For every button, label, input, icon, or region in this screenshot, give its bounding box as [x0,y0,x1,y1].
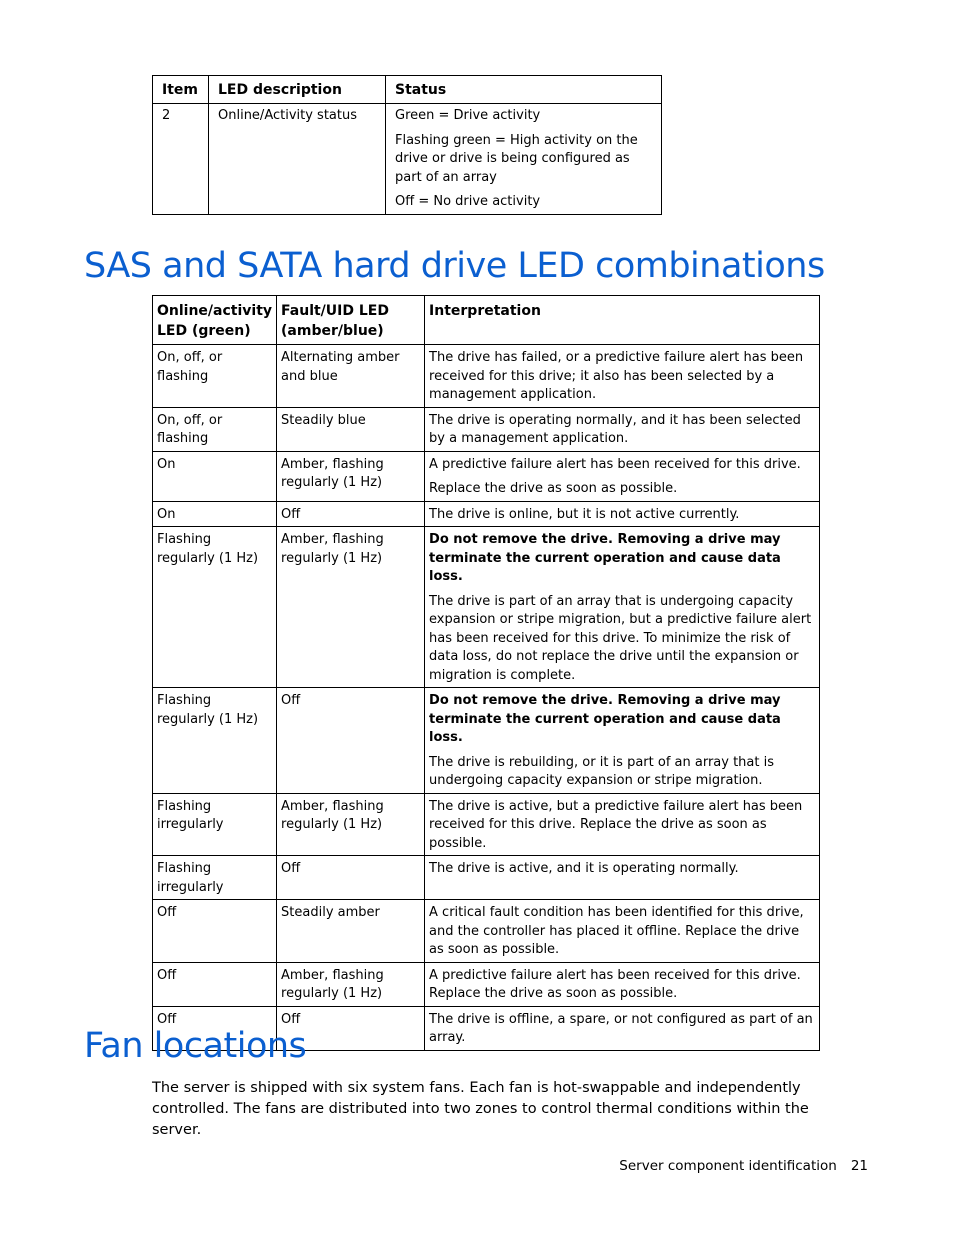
interpretation-text: The drive has failed, or a predictive failure alert has been received for this drive; it also has been selected by a management application. [429,350,804,402]
interpretation-text: A predictive failure alert has been received for this drive. [429,456,801,472]
interpretation-text: The drive is online, but it is not active currently. [429,506,740,522]
fault-uid-cell: Amber, flashing regularly (1 Hz) [277,962,425,1006]
interpretation-cell [425,451,820,501]
table-row [153,407,820,451]
table-row [153,688,820,794]
interpretation-text: A predictive failure alert has been received for this drive. Replace the drive as soon as possible. [429,967,801,1001]
table-row [153,451,820,501]
online-activity-cell: On, off, or flashing [153,407,277,451]
led-combinations-table [152,295,820,1051]
fault-uid-cell: Steadily amber [277,900,425,963]
online-activity-cell: Off [153,1006,277,1050]
interpretation-text: The drive is offline, a spare, or not configured as part of an array. [429,1011,813,1045]
table-row [153,527,820,688]
interpretation-cell [425,501,820,527]
online-activity-cell: On [153,451,277,501]
description-cell: Online/Activity status [209,104,386,215]
interpretation-text: A critical fault condition has been identified for this drive, and the controller has placed it offline. Replace the drive as soon as possible. [429,905,804,957]
footer-section-title: Server component identification [619,1158,837,1174]
header-led-description: LED description [209,76,386,104]
interpretation-cell [425,345,820,408]
fault-uid-cell: Alternating amber and blue [277,345,425,408]
status-line: Flashing green = High activity on the drive or drive is being configured as part of an array [395,132,638,185]
fault-uid-cell: Off [277,688,425,794]
status-cell [386,104,662,215]
item-cell: 2 [153,104,209,215]
fault-uid-cell: Amber, flashing regularly (1 Hz) [277,793,425,856]
online-activity-cell: Flashing regularly (1 Hz) [153,527,277,688]
interpretation-cell [425,407,820,451]
interpretation-text: The drive is rebuilding, or it is part of an array that is undergoing capacity expansion or stripe migration. [429,754,775,788]
interpretation-text: The drive is part of an array that is undergoing capacity expansion or stripe migration, but a predictive failure alert has been received for this drive. To minimize the risk of data loss, do not replace the drive until the expansion or migration is complete. [429,593,812,683]
interpretation-text: The drive is active, and it is operating normally. [429,861,739,876]
warning-text: Do not remove the drive. Removing a drive may terminate the current operation and cause data loss. [429,532,781,584]
header-interpretation: Interpretation [425,296,820,345]
interpretation-cell [425,856,820,900]
online-activity-cell: Flashing regularly (1 Hz) [153,688,277,794]
page-footer [619,1158,868,1174]
table-row [153,962,820,1006]
header-online-activity: Online/activity LED (green) [153,296,277,345]
fault-uid-cell: Steadily blue [277,407,425,451]
fault-uid-cell: Amber, flashing regularly (1 Hz) [277,451,425,501]
header-item: Item [153,76,209,104]
interpretation-text: The drive is operating normally, and it has been selected by a management application. [429,412,801,446]
header-fault-uid: Fault/UID LED (amber/blue) [277,296,425,345]
header-status: Status [386,76,662,104]
table-row [153,345,820,408]
table-row [153,104,662,215]
fault-uid-cell: Amber, flashing regularly (1 Hz) [277,527,425,688]
online-activity-cell: Off [153,900,277,963]
online-activity-cell: Flashing irregularly [153,793,277,856]
warning-text: Do not remove the drive. Removing a drive may terminate the current operation and cause data loss. [429,693,781,745]
combo-table-body [153,345,820,1051]
online-activity-cell: Flashing irregularly [153,856,277,900]
table-row [153,793,820,856]
interpretation-text: Replace the drive as soon as possible. [429,481,678,496]
interpretation-cell [425,900,820,963]
table-row [153,856,820,900]
interpretation-cell [425,527,820,688]
online-activity-cell: On, off, or flashing [153,345,277,408]
status-line: Off = No drive activity [395,194,541,209]
table-row [153,501,820,527]
interpretation-cell [425,962,820,1006]
page-number: 21 [850,1158,868,1174]
online-activity-cell: Off [153,962,277,1006]
status-line: Green = Drive activity [395,108,541,123]
interpretation-cell [425,1006,820,1050]
fault-uid-cell: Off [277,1006,425,1050]
table-row [153,900,820,963]
section-heading-fan-locations: Fan locations [84,1026,307,1066]
interpretation-cell [425,688,820,794]
fault-uid-cell: Off [277,501,425,527]
led-status-table [152,75,662,215]
fault-uid-cell: Off [277,856,425,900]
interpretation-cell [425,793,820,856]
interpretation-text: The drive is active, but a predictive failure alert has been received for this drive. Replace the drive as soon as possible. [429,798,803,851]
section-heading-sas-sata: SAS and SATA hard drive LED combinations [84,246,825,286]
online-activity-cell: On [153,501,277,527]
fan-description-paragraph: The server is shipped with six system fans. Each fan is hot-swappable and independently controlled. The fans are distributed into two zones to control thermal conditions within the server. [152,1080,809,1138]
